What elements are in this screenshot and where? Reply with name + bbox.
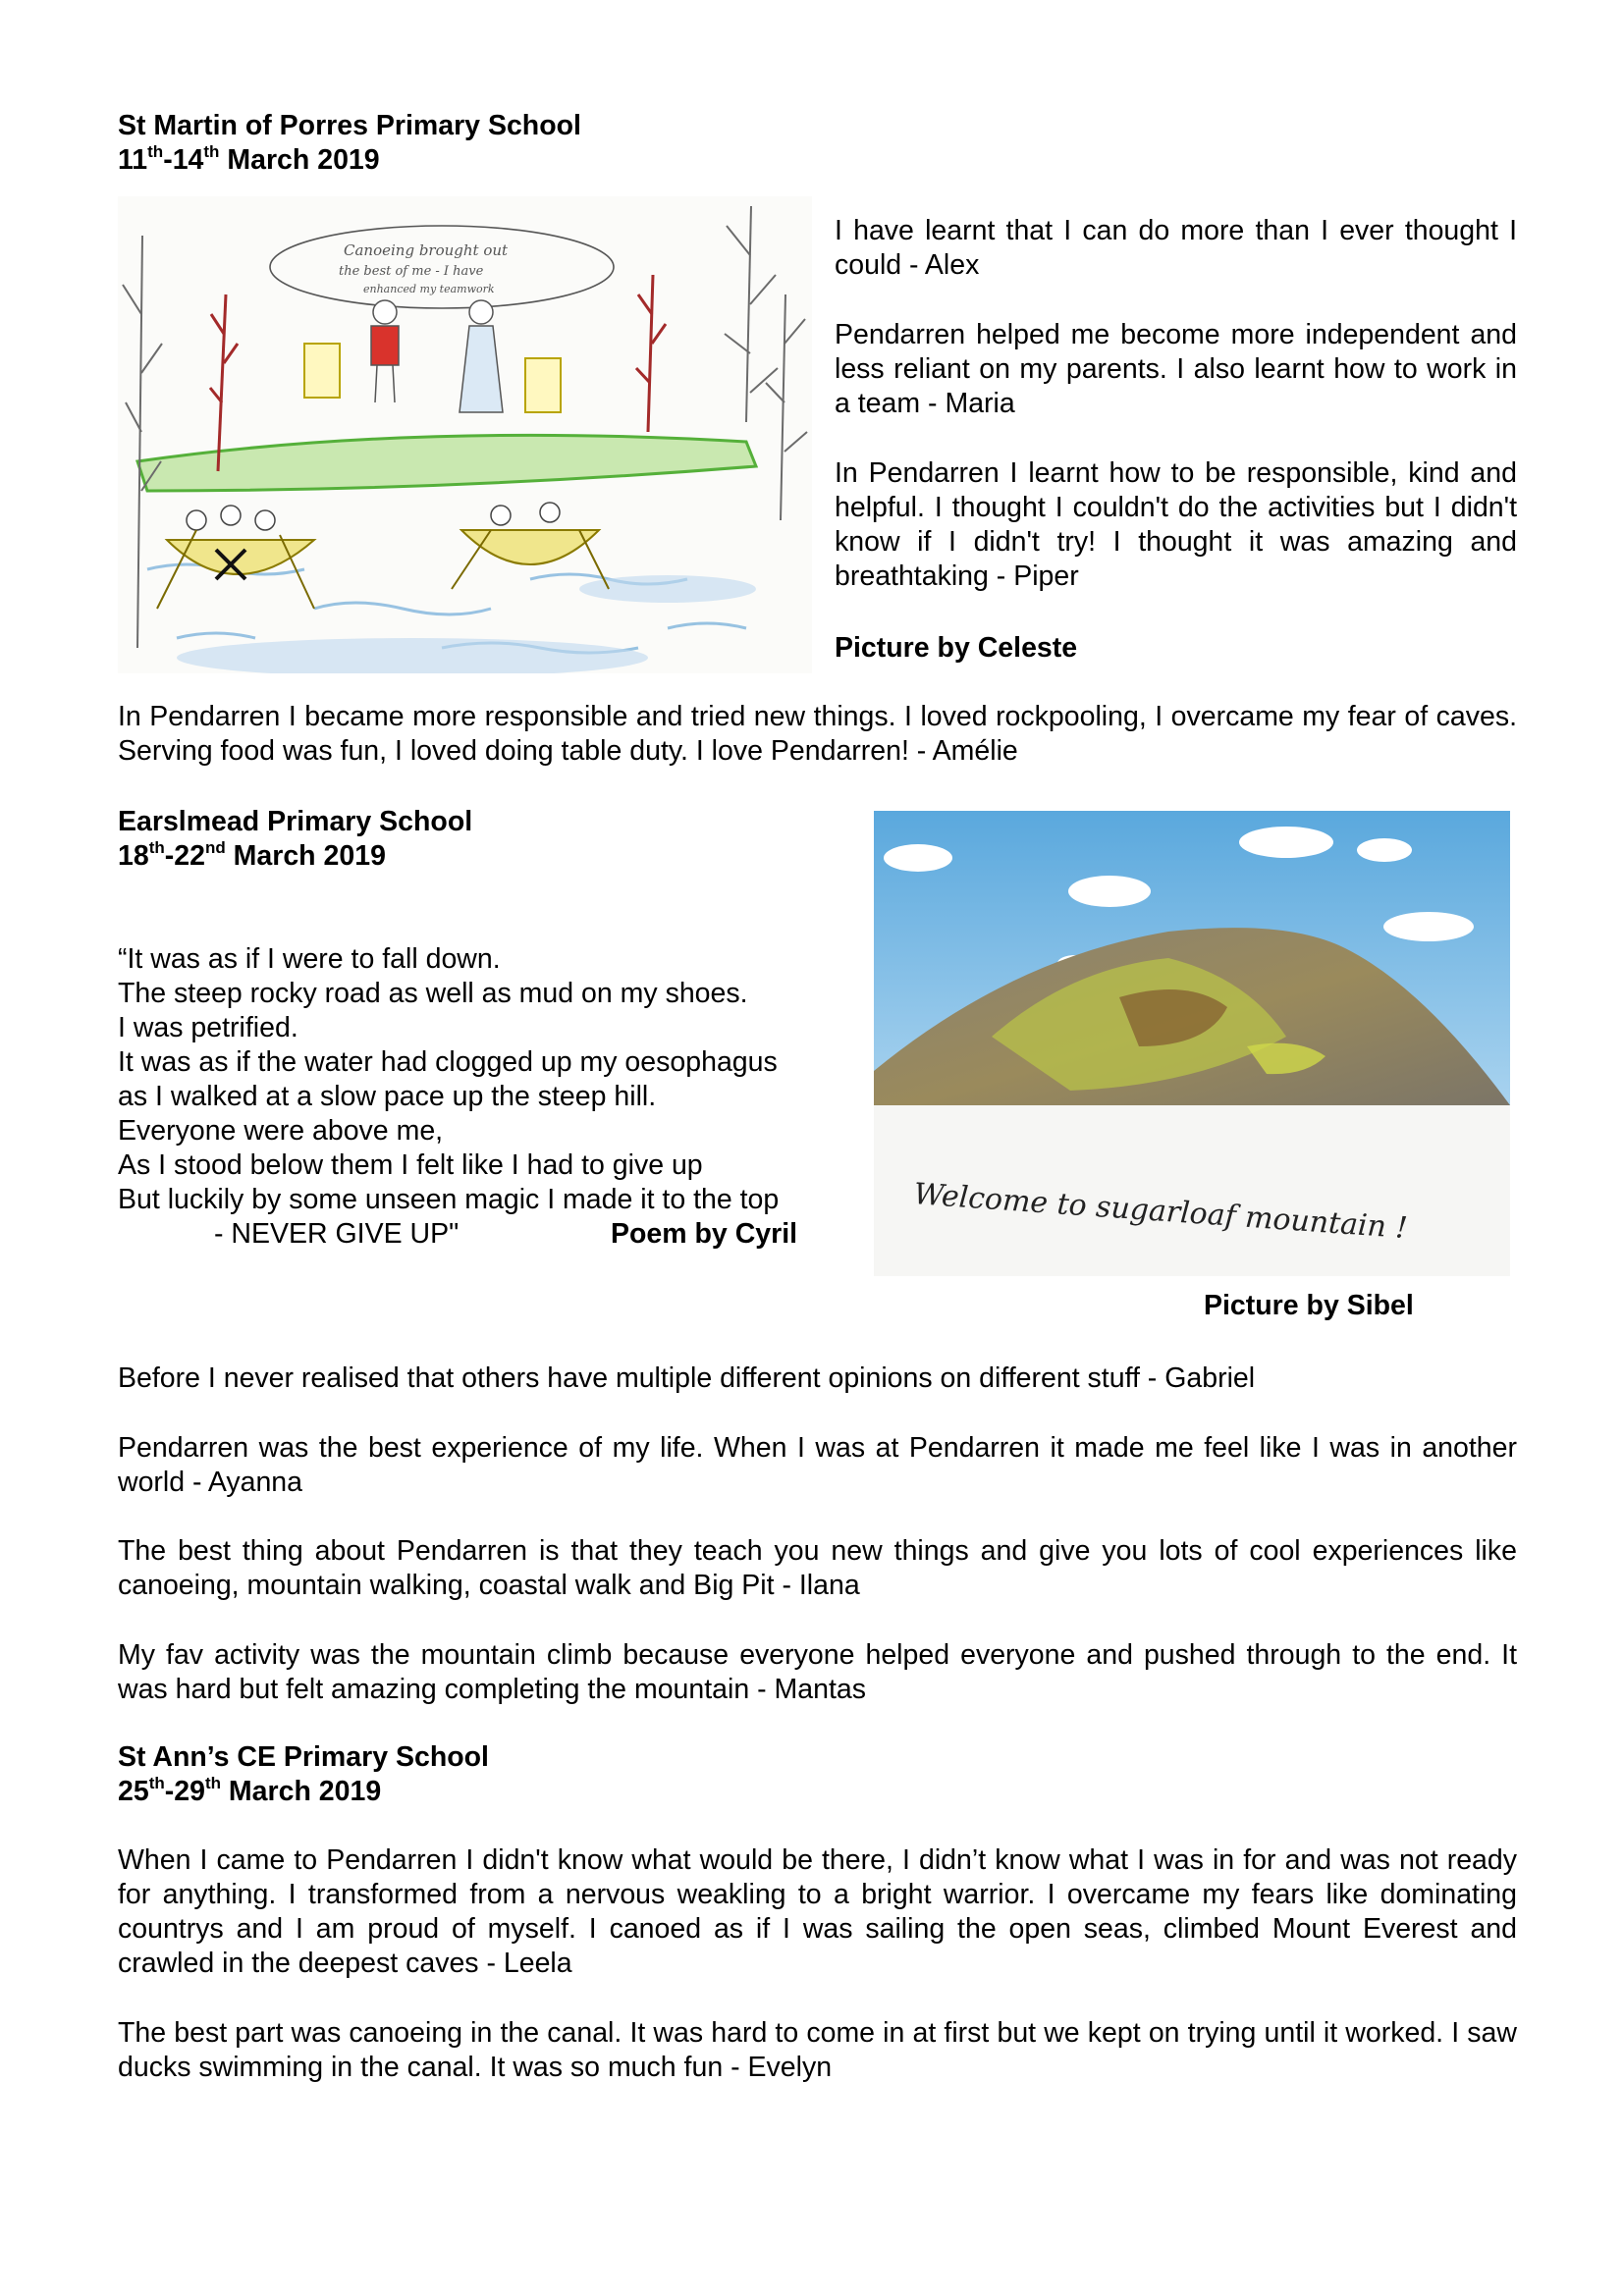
bubble-line-3: enhanced my teamwork: [363, 283, 495, 295]
section1-quote-alex: I have learnt that I can do more than I ever thought I could - Alex: [835, 215, 1517, 281]
section1-header: [118, 109, 581, 178]
poem-line: The steep rocky road as well as mud on my shoes.: [118, 978, 748, 1009]
bubble-line-1: Canoeing brought out: [344, 241, 509, 259]
section1-quote-maria: Pendarren helped me become more independent and less reliant on my parents. I also learnt how to work in a team - Maria: [835, 319, 1517, 419]
poem-end: - NEVER GIVE UP": [214, 1218, 460, 1250]
section2-quote-ilana: The best thing about Pendarren is that they teach you new things and give you lots of cool experiences like canoeing, mountain walking, coastal walk and Big Pit - Ilana: [118, 1535, 1517, 1601]
section2-school-name: Earslmead Primary School: [118, 806, 473, 837]
poem-line: Everyone were above me,: [118, 1115, 444, 1147]
section3-school-name: St Ann’s CE Primary School: [118, 1741, 489, 1773]
section1-school-name: St Martin of Porres Primary School: [118, 110, 581, 141]
poem: [118, 942, 844, 1252]
poem-line: As I stood below them I felt like I had to give up: [118, 1149, 703, 1181]
section3-quote-leela: When I came to Pendarren I didn't know what would be there, I didn’t know what I was in for and was not ready for anything. I transformed from a nervous weakling to a bright warrior. I overcame my fears like dominating countrys and I am proud of myself. I canoed as if I was sailing the open seas, climbed Mount Everest and crawled in the deepest caves - Leela: [118, 1844, 1517, 1979]
section2-quote-ayanna: Pendarren was the best experience of my life. When I was at Pendarren it made me feel like I was in another world - Ayanna: [118, 1432, 1517, 1498]
section2-quote-mantas: My fav activity was the mountain climb because everyone helped everyone and pushed through to the end. It was hard but felt amazing completing the mountain - Mantas: [118, 1639, 1517, 1705]
poem-line: But luckily by some unseen magic I made it to the top: [118, 1184, 780, 1215]
caption-sibel: Picture by Sibel: [1204, 1290, 1414, 1321]
section1-date: 11th-14th March 2019: [118, 141, 380, 176]
canoeing-drawing: [118, 196, 812, 673]
section1-quote-amelie: In Pendarren I became more responsible and tried new things. I loved rockpooling, I overcame my fear of caves. Serving food was fun, I loved doing table duty. I love Pendarren! - Amélie: [118, 701, 1517, 767]
section2-date: 18th-22nd March 2019: [118, 837, 386, 872]
section2-quote-gabriel: Before I never realised that others have multiple different opinions on different stuff - Gabriel: [118, 1362, 1256, 1394]
caption-celeste: Picture by Celeste: [835, 632, 1078, 664]
section1-quote-piper: In Pendarren I learnt how to be responsible, kind and helpful. I thought I couldn't do the activities but I didn't know if I didn't try! I thought it was amazing and breathtaking - Piper: [835, 457, 1517, 592]
bubble-line-2: the best of me - I have: [339, 264, 484, 279]
poem-line: as I walked at a slow pace up the steep hill.: [118, 1081, 657, 1112]
section3-quote-evelyn: The best part was canoeing in the canal. It was hard to come in at first but we kept on trying until it worked. I saw ducks swimming in the canal. It was so much fun - Evelyn: [118, 2017, 1517, 2083]
sugarloaf-mountain-drawing: [874, 811, 1510, 1276]
section3-header: [118, 1740, 489, 1809]
section2-header: [118, 805, 472, 874]
poem-credit: Poem by Cyril: [611, 1218, 798, 1250]
section3-date: 25th-29th March 2019: [118, 1773, 382, 1807]
poem-line: I was petrified.: [118, 1012, 298, 1043]
poem-line: It was as if the water had clogged up my oesophagus: [118, 1046, 778, 1078]
drawing-caption-text: Welcome to sugarloaf mountain !: [912, 1177, 1409, 1247]
poem-last-line: [118, 1217, 844, 1252]
poem-line: “It was as if I were to fall down.: [118, 943, 501, 975]
